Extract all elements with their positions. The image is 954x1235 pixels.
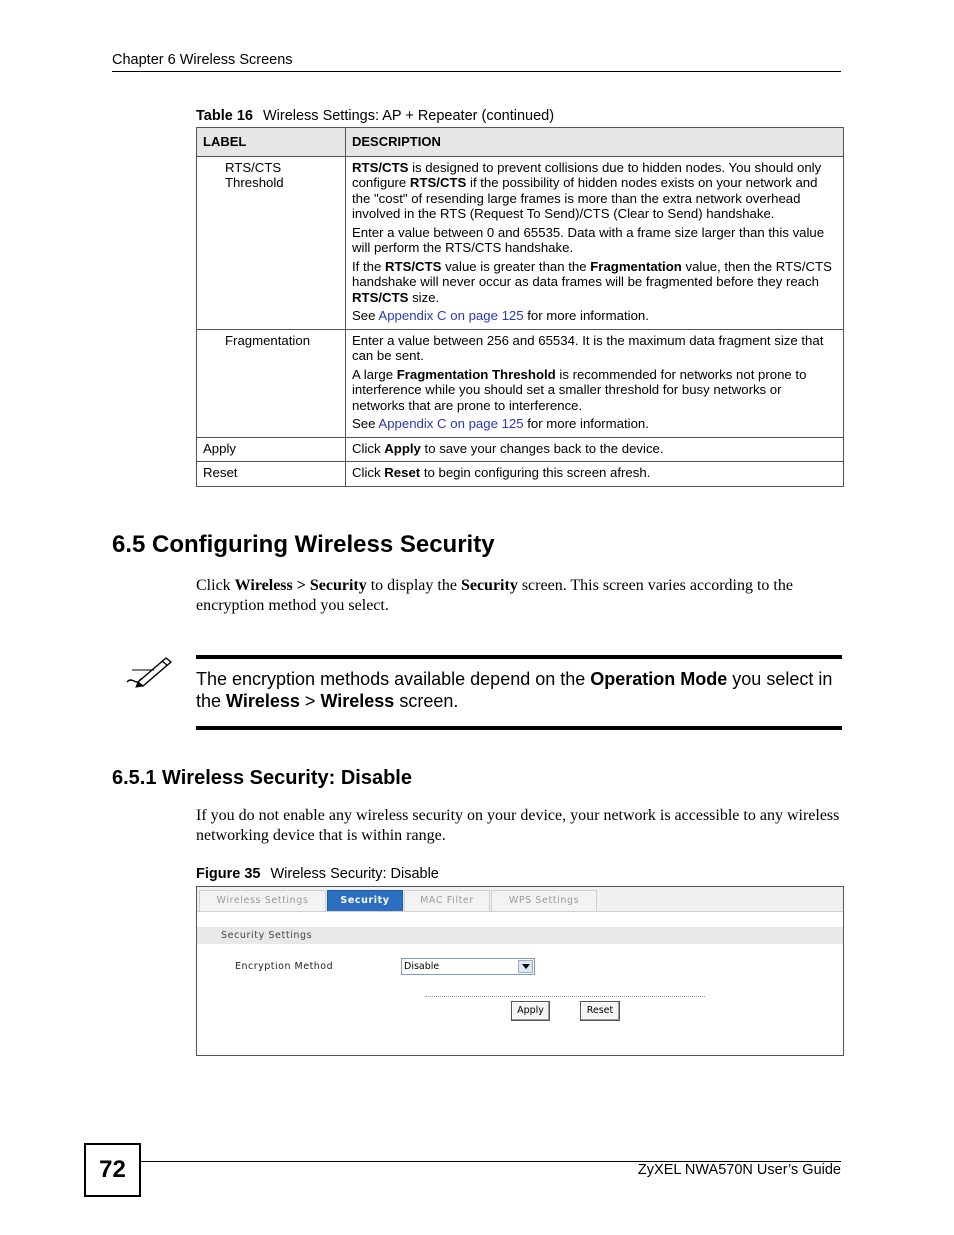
encryption-method-select[interactable] [401, 958, 535, 975]
table-title: Wireless Settings: AP + Repeater (continued) [262, 108, 555, 124]
text: size. [408, 289, 440, 305]
table-number: Table 16 [196, 108, 253, 124]
table-row-reset [197, 462, 844, 487]
appendix-link[interactable]: Appendix C on page 125 [378, 416, 524, 431]
row-label-apply: Apply [197, 437, 346, 462]
table-caption [196, 108, 554, 124]
figure-number: Figure 35 [196, 866, 261, 882]
row-desc-reset [346, 462, 844, 487]
tab-wireless-settings[interactable]: Wireless Settings [199, 890, 326, 911]
settings-table [196, 127, 844, 487]
text: Click [196, 577, 235, 594]
text: value is greater than the [441, 258, 591, 274]
text: Click [352, 440, 385, 456]
text: value, then the RTS/CTS handshake will never occur as data frames will be fragmented before they reach [352, 258, 832, 289]
rts-para-1 [352, 160, 835, 222]
table-row-rts [197, 156, 844, 329]
row-desc-apply [346, 437, 844, 462]
pen-note-icon [124, 652, 174, 688]
menu-path: Wireless > Security [234, 577, 367, 594]
section-heading: 6.5 Configuring Wireless Security [112, 531, 495, 558]
text: screen. [394, 691, 459, 711]
term-fragmentation-threshold: Fragmentation Threshold [396, 366, 556, 382]
col-description-header: DESCRIPTION [346, 128, 844, 157]
text: The encryption methods available depend on the [196, 669, 591, 689]
text: to display the [366, 577, 461, 594]
term-apply: Apply [384, 440, 421, 456]
col-label-header: LABEL [197, 128, 346, 157]
tab-bar [197, 887, 843, 912]
text: screen. This screen varies according to the encryption method you select. [196, 577, 793, 614]
appendix-link[interactable]: Appendix C on page 125 [378, 308, 524, 323]
term-fragmentation: Fragmentation [590, 258, 682, 274]
row-desc-rts [346, 156, 844, 329]
tab-security[interactable]: Security [327, 890, 403, 911]
table-header-row [197, 128, 844, 157]
chevron-down-icon[interactable] [518, 960, 533, 973]
frag-see-also [352, 416, 835, 432]
security-settings-strip [197, 927, 843, 944]
row-label-rts [197, 156, 346, 329]
tab-wps-settings[interactable]: WPS Settings [491, 890, 597, 911]
frag-para-1: Enter a value between 256 and 65534. It is the maximum data fragment size that can be sent. [352, 332, 824, 363]
header-rule [112, 71, 841, 72]
text: for more information. [523, 308, 649, 323]
text: Click [352, 465, 385, 480]
term-rts: RTS/CTS [409, 175, 467, 190]
term-reset: Reset [384, 465, 421, 480]
running-header: Chapter 6 Wireless Screens [112, 52, 293, 68]
reset-button[interactable]: Reset [580, 1001, 620, 1021]
term-wireless: Wireless [320, 691, 395, 711]
text: A large [352, 366, 397, 382]
table-row-apply [197, 437, 844, 462]
text: for more information. [523, 416, 649, 431]
note-rule-top [196, 655, 842, 659]
text: If the [352, 258, 385, 274]
encryption-method-value: Disable [404, 961, 440, 972]
row-desc-fragmentation [346, 329, 844, 437]
subsection-heading: 6.5.1 Wireless Security: Disable [112, 767, 412, 789]
frag-para-2 [352, 367, 835, 414]
guide-title: ZyXEL NWA570N User’s Guide [637, 1162, 841, 1178]
row-label-reset: Reset [197, 462, 346, 487]
note-rule-bottom [196, 726, 842, 730]
text: if the possibility of hidden nodes exists on your network and the "cost" of resending large frames is more than the extra network overhead involved in the RTS (Request To Send)/CTS (Clear to Send) handshake. [352, 175, 818, 221]
text: to begin configuring this screen afresh. [420, 465, 651, 480]
term-rts: RTS/CTS [385, 258, 442, 274]
text: See [352, 416, 379, 431]
text: you select in the [196, 669, 833, 711]
rts-para-2: Enter a value between 0 and 65535. Data with a frame size larger than this value will perform the RTS/CTS handshake. [352, 224, 825, 255]
rts-see-also [352, 308, 835, 324]
row-label-fragmentation: Fragmentation [197, 329, 346, 437]
term-wireless: Wireless [226, 691, 300, 711]
text: is recommended for networks not prone to interference while you should set a smaller threshold for busy networks or networks that are prone to interference. [352, 366, 807, 413]
encryption-method-label: Encryption Method [235, 961, 334, 972]
subsection-para: If you do not enable any wireless security on your device, your network is accessible to any wireless networking device that is within range. [196, 807, 840, 844]
text: is designed to prevent collisions due to hidden nodes. You should only configure [352, 159, 822, 190]
note-text [196, 668, 842, 712]
apply-button[interactable]: Apply [511, 1001, 550, 1021]
term-operation-mode: Operation Mode [590, 669, 728, 689]
table-row-fragmentation [197, 329, 844, 437]
rts-label: RTS/CTS Threshold [225, 159, 284, 190]
figure-screenshot [196, 886, 844, 1056]
text: > [299, 691, 321, 711]
text: See [352, 308, 379, 323]
figure-caption [196, 866, 439, 882]
term-rts: RTS/CTS [352, 159, 409, 175]
text: to save your changes back to the device. [420, 440, 664, 456]
dotted-divider [425, 996, 705, 997]
tab-mac-filter[interactable]: MAC Filter [404, 890, 490, 911]
screen-name: Security [460, 577, 518, 594]
page-number: 72 [84, 1143, 141, 1197]
section-intro [196, 576, 841, 616]
figure-title: Wireless Security: Disable [270, 866, 439, 882]
term-rts: RTS/CTS [352, 289, 409, 305]
rts-para-3 [352, 259, 835, 306]
security-settings-title: Security Settings [221, 930, 313, 941]
